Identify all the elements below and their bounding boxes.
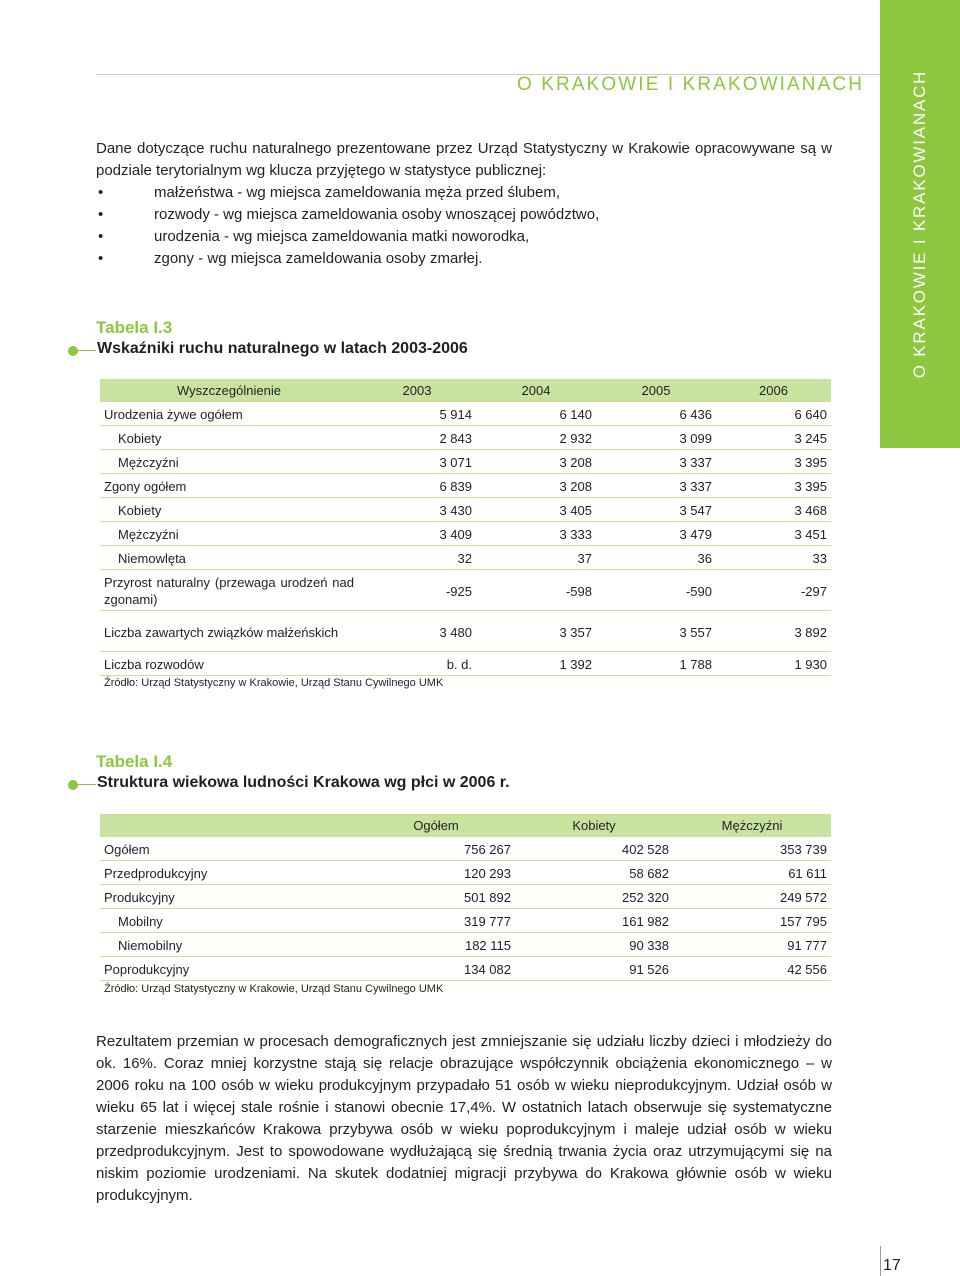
row-label: Zgony ogółem [100, 476, 358, 498]
row-label: Liczba zawartych związków małżeńskich [100, 613, 358, 652]
column-header: Kobiety [515, 814, 673, 837]
row-label: Liczba rozwodów [100, 654, 358, 676]
bullet-icon: • [98, 250, 104, 267]
bullet-icon: • [98, 228, 104, 245]
column-header: Mężczyźni [673, 814, 831, 837]
row-label: Kobiety [100, 500, 358, 522]
table4 [100, 812, 831, 983]
table3-title: Wskaźniki ruchu naturalnego w latach 2003-2006 [97, 340, 468, 357]
title-rule [76, 350, 96, 351]
table-row: Niemobilny 182 115 90 338 91 777 [100, 935, 831, 957]
green-dot-icon [68, 780, 78, 790]
table-row: Kobiety 3 430 3 405 3 547 3 468 [100, 500, 831, 522]
row-label: Przedprodukcyjny [100, 863, 357, 885]
table-row: Urodzenia żywe ogółem 5 914 6 140 6 436 6 640 [100, 404, 831, 426]
table-row: Liczba zawartych związków małżeńskich 3 480 3 357 3 557 3 892 [100, 613, 831, 652]
row-label: Mężczyźni [100, 452, 358, 474]
intro-paragraph: Dane dotyczące ruchu naturalnego prezentowane przez Urząd Statystyczny w Krakowie opracowywane są w podziale terytorialnym wg klucza przyjętego w statystyce publicznej: [96, 140, 832, 179]
table-row: Mobilny 319 777 161 982 157 795 [100, 911, 831, 933]
table3-title-row [68, 340, 608, 360]
row-label: Mobilny [100, 911, 357, 933]
table4-title-row [68, 774, 608, 794]
table-row: Poprodukcyjny 134 082 91 526 42 556 [100, 959, 831, 981]
table-row: Przedprodukcyjny 120 293 58 682 61 611 [100, 863, 831, 885]
table-row: Ogółem 756 267 402 528 353 739 [100, 839, 831, 861]
column-header: Ogółem [357, 814, 515, 837]
green-dot-icon [68, 346, 78, 356]
row-label: Produkcyjny [100, 887, 357, 909]
list-item: • urodzenia - wg miejsca zameldowania matki noworodka, [96, 226, 832, 248]
column-header [100, 814, 357, 837]
table-row: Mężczyźni 3 071 3 208 3 337 3 395 [100, 452, 831, 474]
table4-label: Tabela I.4 [96, 752, 173, 771]
side-tab-text: O KRAKOWIE I KRAKOWIANACH [910, 69, 929, 379]
table-row: Produkcyjny 501 892 252 320 249 572 [100, 887, 831, 909]
column-header: 2003 [358, 379, 476, 402]
row-label: Niemowlęta [100, 548, 358, 570]
table3-label: Tabela I.3 [96, 318, 173, 337]
table4-title: Struktura wiekowa ludności Krakowa wg płci w 2006 r. [97, 774, 510, 791]
column-header: Wyszczególnienie [100, 379, 358, 402]
table4-source: Źródło: Urząd Statystyczny w Krakowie, Urząd Stanu Cywilnego UMK [104, 983, 444, 995]
row-label: Mężczyźni [100, 524, 358, 546]
row-label: Poprodukcyjny [100, 959, 357, 981]
page-number-rule [880, 1246, 881, 1276]
page-number: 17 [883, 1257, 901, 1274]
row-label: Kobiety [100, 428, 358, 450]
column-header: 2004 [476, 379, 596, 402]
row-label: Ogółem [100, 839, 357, 861]
intro-bullet-list [96, 182, 832, 270]
table-row: Zgony ogółem 6 839 3 208 3 337 3 395 [100, 476, 831, 498]
table3 [100, 377, 831, 678]
title-rule [76, 784, 96, 785]
outro-paragraph: Rezultatem przemian w procesach demograficznych jest zmniejszanie się udziału liczby dzieci i młodzieży do ok. 16%. Coraz mniej korzystne stają się relacje obrazujące współczynnik obciążenia ekonomicznego – w 2006 roku na 100 osób w wieku produkcyjnym przypadało 51 osób w wieku nieprodukcyjnym. Udział osób w wieku 65 lat i więcej stale rośnie i stanowi obecnie 17,4%. W ostatnich latach obserwuje się systematyczne starzenie mieszkańców Krakowa przybywa osób w wieku poprodukcyjnym i maleje udział osób w wieku przedprodukcyjnym. Jest to spowodowane wydłużającą się średnią trwania życia oraz utrzymującymi się na niskim poziomie urodzeniami. Na skutek dodatniej migracji przybywa do Krakowa głównie osób w wieku produkcyjnym. [96, 1033, 832, 1204]
bullet-icon: • [98, 206, 104, 223]
intro-section [96, 138, 832, 270]
list-item: • rozwody - wg miejsca zameldowania osoby wnoszącej powództwo, [96, 204, 832, 226]
list-item: • małżeństwa - wg miejsca zameldowania męża przed ślubem, [96, 182, 832, 204]
table-row: Mężczyźni 3 409 3 333 3 479 3 451 [100, 524, 831, 546]
table-row: Kobiety 2 843 2 932 3 099 3 245 [100, 428, 831, 450]
table-header-row [100, 379, 831, 402]
column-header: 2006 [716, 379, 831, 402]
bullet-icon: • [98, 184, 104, 201]
table-header-row [100, 814, 831, 837]
table3-source: Źródło: Urząd Statystyczny w Krakowie, Urząd Stanu Cywilnego UMK [104, 677, 444, 689]
row-label: Urodzenia żywe ogółem [100, 404, 358, 426]
table-row: Niemowlęta 32 37 36 33 [100, 548, 831, 570]
row-label: Niemobilny [100, 935, 357, 957]
list-item: • zgony - wg miejsca zameldowania osoby zmarłej. [96, 248, 832, 270]
column-header: 2005 [596, 379, 716, 402]
table-row: Przyrost naturalny (przewaga urodzeń nad zgonami) -925 -598 -590 -297 [100, 572, 831, 611]
running-header: O KRAKOWIE I KRAKOWIANACH [517, 74, 865, 95]
row-label: Przyrost naturalny (przewaga urodzeń nad zgonami) [100, 572, 358, 611]
table-row: Liczba rozwodów b. d. 1 392 1 788 1 930 [100, 654, 831, 676]
